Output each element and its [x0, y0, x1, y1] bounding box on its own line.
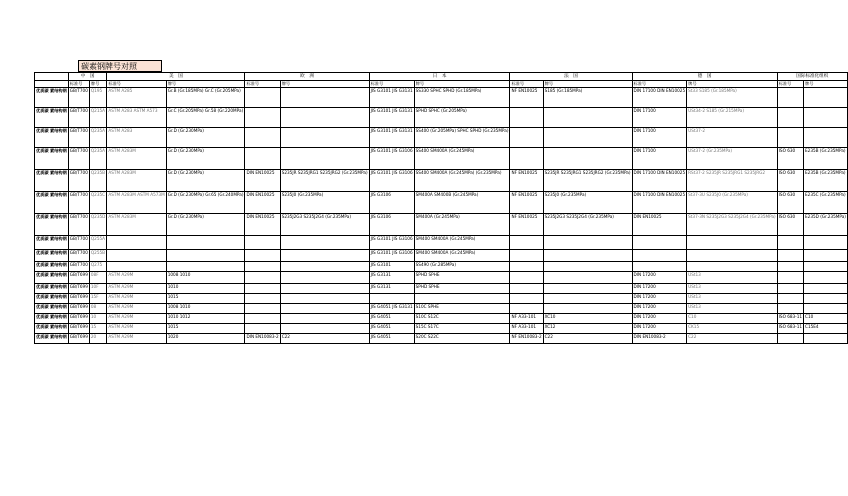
us-grade-cell: Gr.D (Gr.230MPa)	[166, 214, 245, 236]
de-grade-cell	[687, 250, 778, 262]
cn-std-cell: GB/T700	[68, 128, 89, 148]
category-cell: 优质碳 素结构钢	[35, 250, 69, 262]
table-row	[35, 262, 848, 272]
cn-grade-cell: Q255B	[89, 250, 107, 262]
cn-std-cell: GB/T700	[68, 262, 89, 272]
iso-grade-cell	[804, 128, 848, 148]
cn-grade-cell: Q275	[89, 262, 107, 272]
us-grade-cell: 1008 1010	[166, 304, 245, 314]
header-std: 标准号	[369, 81, 414, 88]
cn-grade-cell: Q235A	[89, 148, 107, 170]
jp-grade-cell: S15C S17C	[414, 324, 510, 334]
us-std-cell: ASTM A283M	[107, 170, 166, 192]
iso-grade-cell	[804, 108, 848, 128]
table-row	[35, 170, 848, 192]
jp-grade-cell: SPHD SPHE	[414, 272, 510, 284]
de-grade-cell: CK15	[687, 324, 778, 334]
de-std-cell: DIN 17100 DIN EN10025	[632, 192, 687, 214]
header-blank	[35, 81, 69, 88]
fr-std-cell	[510, 128, 543, 148]
us-std-cell: ASTM A283 ASTM A573	[107, 108, 166, 128]
eu-grade-cell	[280, 108, 369, 128]
us-grade-cell: 1010 1012	[166, 314, 245, 324]
iso-std-cell	[777, 262, 803, 272]
cn-grade-cell: 08F	[89, 272, 107, 284]
cn-grade-cell: Q235B	[89, 170, 107, 192]
table-row	[35, 88, 848, 108]
header-grade: 牌号	[543, 81, 632, 88]
us-grade-cell	[166, 262, 245, 272]
fr-grade-cell: S235JR S235JRG1 S235JRG2 (Gr.235MPa)	[543, 170, 632, 192]
de-std-cell: DIN EN10025	[632, 214, 687, 236]
eu-std-cell: DIN EN10025	[245, 192, 280, 214]
iso-std-cell: ISO 630	[777, 148, 803, 170]
jp-grade-cell: S10C S12C	[414, 314, 510, 324]
fr-grade-cell	[543, 284, 632, 294]
jp-std-cell: JIS G3101 JIS G3131	[369, 88, 414, 108]
iso-grade-cell	[804, 294, 848, 304]
iso-std-cell: ISO 630	[777, 214, 803, 236]
iso-std-cell	[777, 284, 803, 294]
us-grade-cell	[166, 250, 245, 262]
eu-std-cell	[245, 284, 280, 294]
us-std-cell: ASTM A29M	[107, 284, 166, 294]
de-std-cell: DIN 17200	[632, 294, 687, 304]
iso-grade-cell	[804, 250, 848, 262]
us-grade-cell: 1020	[166, 334, 245, 344]
jp-std-cell: JIS G3101 JIS G3131	[369, 128, 414, 148]
de-grade-cell	[687, 262, 778, 272]
cn-grade-cell: 20	[89, 334, 107, 344]
iso-std-cell	[777, 128, 803, 148]
fr-grade-cell	[543, 108, 632, 128]
jp-std-cell: JIS G3106	[369, 214, 414, 236]
jp-std-cell: JIS G3101 JIS G3106	[369, 170, 414, 192]
eu-std-cell	[245, 128, 280, 148]
fr-grade-cell	[543, 262, 632, 272]
header-std: 标准号	[777, 81, 803, 88]
table-row	[35, 214, 848, 236]
header-region-germany: 德 国	[632, 73, 777, 81]
iso-grade-cell: C15E4	[804, 324, 848, 334]
de-std-cell: DIN 17100 DIN EN10025	[632, 88, 687, 108]
fr-std-cell	[510, 284, 543, 294]
cn-grade-cell: Q235D	[89, 214, 107, 236]
us-std-cell: ASTM A29M	[107, 272, 166, 284]
de-std-cell: DIN 17100	[632, 148, 687, 170]
table-row	[35, 148, 848, 170]
header-region-usa: 美 国	[107, 73, 245, 81]
jp-grade-cell: SPHD SPHE	[414, 284, 510, 294]
jp-std-cell: JIS G3101 JIS G3106	[369, 148, 414, 170]
iso-std-cell: ISO 683-11	[777, 324, 803, 334]
de-grade-cell: USt13	[687, 272, 778, 284]
fr-std-cell	[510, 294, 543, 304]
us-std-cell: ASTM A29M	[107, 304, 166, 314]
fr-grade-cell	[543, 148, 632, 170]
de-grade-cell: C22	[687, 334, 778, 344]
fr-std-cell: NF EN10025	[510, 88, 543, 108]
de-grade-cell: St37-3U S235J0 (Gr.235MPa)	[687, 192, 778, 214]
header-std: 标准号	[107, 81, 166, 88]
jp-std-cell: JIS G3131	[369, 272, 414, 284]
category-cell: 优质碳 素结构钢	[35, 236, 69, 250]
steel-grade-table	[34, 72, 848, 344]
table-row	[35, 304, 848, 314]
fr-grade-cell	[543, 272, 632, 284]
fr-grade-cell	[543, 236, 632, 250]
cn-std-cell: GB/T700	[68, 88, 89, 108]
us-std-cell: ASTM A29M	[107, 324, 166, 334]
us-std-cell: ASTM A283	[107, 128, 166, 148]
jp-std-cell: JIS G4051	[369, 314, 414, 324]
iso-std-cell	[777, 294, 803, 304]
de-grade-cell: C10	[687, 314, 778, 324]
iso-grade-cell: E235B (Gr.235MPa)	[804, 148, 848, 170]
table-row	[35, 192, 848, 214]
fr-grade-cell: S235J0 (Gr.235MPa)	[543, 192, 632, 214]
us-std-cell	[107, 262, 166, 272]
table-row	[35, 294, 848, 304]
table-row	[35, 284, 848, 294]
category-cell: 优质碳 素结构钢	[35, 324, 69, 334]
iso-grade-cell	[804, 88, 848, 108]
fr-std-cell: NF A33-101	[510, 324, 543, 334]
header-std: 标准号	[632, 81, 687, 88]
category-cell: 优质碳 素结构钢	[35, 262, 69, 272]
us-std-cell: ASTM A29M	[107, 294, 166, 304]
table-row	[35, 108, 848, 128]
cn-std-cell: GB/T699	[68, 314, 89, 324]
eu-std-cell	[245, 250, 280, 262]
fr-std-cell	[510, 148, 543, 170]
fr-grade-cell: S235J2G3 S235J2G4 (Gr.235MPa)	[543, 214, 632, 236]
header-grade: 牌号	[804, 81, 848, 88]
us-std-cell: ASTM A283M ASTM A573M	[107, 192, 166, 214]
eu-std-cell	[245, 108, 280, 128]
jp-grade-cell: SM400 SM400A (Gr.245MPa)	[414, 250, 510, 262]
jp-std-cell: JIS G4051	[369, 324, 414, 334]
de-std-cell: DIN 17200	[632, 314, 687, 324]
cn-std-cell: GB/T700	[68, 214, 89, 236]
us-std-cell: ASTM A285	[107, 88, 166, 108]
fr-std-cell	[510, 272, 543, 284]
header-blank	[35, 73, 69, 81]
jp-std-cell: JIS G3101	[369, 262, 414, 272]
eu-grade-cell	[280, 284, 369, 294]
jp-grade-cell: SM400A (Gr.245MPa)	[414, 214, 510, 236]
cn-std-cell: GB/T699	[68, 294, 89, 304]
de-std-cell: DIN 17200	[632, 284, 687, 294]
eu-grade-cell: C22	[280, 334, 369, 344]
cn-std-cell: GB/T700	[68, 170, 89, 192]
eu-std-cell	[245, 272, 280, 284]
iso-grade-cell: E235C (Gr.235MPa)	[804, 192, 848, 214]
us-grade-cell: Gr.C (Gr.205MPa) Gr.58 (Gr.220MPa)	[166, 108, 245, 128]
us-grade-cell: 1015	[166, 294, 245, 304]
fr-grade-cell: C22	[543, 334, 632, 344]
iso-grade-cell	[804, 334, 848, 344]
cn-grade-cell: 15F	[89, 294, 107, 304]
jp-grade-cell: SS400 SM400A (Gr.245MPa) (Gr.235MPa)	[414, 170, 510, 192]
fr-std-cell	[510, 108, 543, 128]
eu-grade-cell	[280, 314, 369, 324]
category-cell: 优质碳 素结构钢	[35, 334, 69, 344]
de-std-cell	[632, 236, 687, 250]
de-std-cell	[632, 262, 687, 272]
fr-grade-cell: XC10	[543, 314, 632, 324]
us-std-cell	[107, 250, 166, 262]
us-grade-cell: 1008 1010	[166, 272, 245, 284]
eu-grade-cell	[280, 262, 369, 272]
us-grade-cell: Gr.D (Gr.230MPa)	[166, 148, 245, 170]
us-std-cell: ASTM A283M	[107, 148, 166, 170]
eu-grade-cell	[280, 324, 369, 334]
fr-std-cell: NF A33-101	[510, 314, 543, 324]
eu-grade-cell	[280, 148, 369, 170]
eu-grade-cell	[280, 236, 369, 250]
de-grade-cell: RSt37-2 S235JR S235JRG1 S235JRG2	[687, 170, 778, 192]
iso-grade-cell	[804, 236, 848, 250]
de-std-cell: DIN 17100	[632, 128, 687, 148]
cn-grade-cell: 08	[89, 304, 107, 314]
category-cell: 优质碳 素结构钢	[35, 148, 69, 170]
jp-grade-cell: SM400 SM400A (Gr.245MPa)	[414, 236, 510, 250]
category-cell: 优质碳 素结构钢	[35, 128, 69, 148]
jp-std-cell: JIS G3101 JIS G3131	[369, 108, 414, 128]
fr-std-cell: NF EN10025	[510, 170, 543, 192]
eu-grade-cell: S235JR S235JRG1 S235JRG2 (Gr.235MPa)	[280, 170, 369, 192]
eu-std-cell: DIN EN10025	[245, 170, 280, 192]
cn-grade-cell: 10F	[89, 284, 107, 294]
jp-std-cell: JIS G3106	[369, 192, 414, 214]
category-cell: 优质碳 素结构钢	[35, 294, 69, 304]
cn-std-cell: GB/T700	[68, 108, 89, 128]
fr-grade-cell: XC12	[543, 324, 632, 334]
jp-std-cell: JIS G3131	[369, 284, 414, 294]
header-grade: 牌号	[414, 81, 510, 88]
cn-grade-cell: Q235C	[89, 192, 107, 214]
category-cell: 优质碳 素结构钢	[35, 272, 69, 284]
iso-std-cell	[777, 108, 803, 128]
jp-std-cell	[369, 294, 414, 304]
jp-std-cell: JIS G4051	[369, 334, 414, 344]
us-std-cell	[107, 236, 166, 250]
eu-grade-cell	[280, 88, 369, 108]
eu-grade-cell	[280, 272, 369, 284]
de-grade-cell	[687, 236, 778, 250]
us-grade-cell: Gr.D (Gr.230MPa)	[166, 128, 245, 148]
iso-std-cell	[777, 236, 803, 250]
iso-std-cell	[777, 88, 803, 108]
iso-grade-cell: E235D (Gr.235MPa)	[804, 214, 848, 236]
iso-grade-cell	[804, 262, 848, 272]
cn-grade-cell: 15	[89, 324, 107, 334]
jp-grade-cell: S10C SPHE	[414, 304, 510, 314]
us-grade-cell	[166, 236, 245, 250]
cn-std-cell: GB/T700	[68, 250, 89, 262]
de-std-cell	[632, 250, 687, 262]
eu-std-cell: DIN EN10083-2	[245, 334, 280, 344]
category-cell: 优质碳 素结构钢	[35, 314, 69, 324]
iso-grade-cell	[804, 304, 848, 314]
category-cell: 优质碳 素结构钢	[35, 88, 69, 108]
fr-grade-cell	[543, 128, 632, 148]
jp-grade-cell: SPHD SPHC (Gr.205MPa)	[414, 108, 510, 128]
fr-grade-cell	[543, 294, 632, 304]
fr-std-cell	[510, 250, 543, 262]
eu-std-cell	[245, 304, 280, 314]
fr-std-cell	[510, 304, 543, 314]
de-grade-cell: USt13	[687, 284, 778, 294]
fr-grade-cell	[543, 250, 632, 262]
cn-std-cell: GB/T699	[68, 272, 89, 284]
cn-grade-cell: Q235A	[89, 128, 107, 148]
category-cell: 优质碳 素结构钢	[35, 170, 69, 192]
eu-std-cell	[245, 148, 280, 170]
de-grade-cell: USt37-2 (Gr.235MPa)	[687, 148, 778, 170]
us-std-cell: ASTM A29M	[107, 314, 166, 324]
eu-std-cell	[245, 262, 280, 272]
us-std-cell: ASTM A283M	[107, 214, 166, 236]
eu-grade-cell	[280, 294, 369, 304]
cn-std-cell: GB/T699	[68, 304, 89, 314]
header-region-iso: 国际标准化组织	[777, 73, 847, 81]
jp-grade-cell: S20C S22C	[414, 334, 510, 344]
us-grade-cell: 1015	[166, 324, 245, 334]
cn-std-cell: GB/T699	[68, 284, 89, 294]
cn-std-cell: GB/T699	[68, 334, 89, 344]
de-grade-cell: USt37-2	[687, 128, 778, 148]
cn-std-cell: GB/T699	[68, 324, 89, 334]
iso-std-cell	[777, 304, 803, 314]
iso-std-cell: ISO 630	[777, 192, 803, 214]
us-grade-cell: Gr.D (Gr.230MPa) Gr.65 (Gr.240MPa)	[166, 192, 245, 214]
jp-grade-cell: SS400 SM400A (Gr.245MPa)	[414, 148, 510, 170]
eu-std-cell	[245, 236, 280, 250]
category-cell: 优质碳 素结构钢	[35, 108, 69, 128]
table-row	[35, 334, 848, 344]
eu-grade-cell: S235J0 (Gr.235MPa)	[280, 192, 369, 214]
header-grade: 牌号	[280, 81, 369, 88]
eu-std-cell	[245, 314, 280, 324]
eu-std-cell	[245, 88, 280, 108]
jp-grade-cell: SS330 SPHC SPHD (Gr.185MPa)	[414, 88, 510, 108]
iso-std-cell	[777, 334, 803, 344]
de-std-cell: DIN 17100	[632, 108, 687, 128]
header-region-france: 法 国	[510, 73, 632, 81]
header-region-japan: 日 本	[369, 73, 510, 81]
cn-grade-cell: 10	[89, 314, 107, 324]
jp-grade-cell	[414, 294, 510, 304]
header-region-china: 中 国	[68, 73, 107, 81]
header-std: 标准号	[510, 81, 543, 88]
us-std-cell: ASTM A29M	[107, 334, 166, 344]
header-std: 标准号	[245, 81, 280, 88]
de-std-cell: DIN EN10083-2	[632, 334, 687, 344]
fr-std-cell	[510, 262, 543, 272]
cn-grade-cell: Q255A	[89, 236, 107, 250]
iso-grade-cell	[804, 272, 848, 284]
jp-std-cell: JIS G3101 JIS G3106	[369, 236, 414, 250]
de-grade-cell: USt34-2 S185 (Gr.215MPa)	[687, 108, 778, 128]
cn-std-cell: GB/T700	[68, 148, 89, 170]
fr-std-cell: NF EN10083-2	[510, 334, 543, 344]
fr-std-cell: NF EN10025	[510, 214, 543, 236]
de-grade-cell: St33 S185 (Gr.185MPa)	[687, 88, 778, 108]
table-row	[35, 314, 848, 324]
de-std-cell: DIN 17200	[632, 272, 687, 284]
jp-grade-cell: SS490 (Gr.285MPa)	[414, 262, 510, 272]
eu-grade-cell: S235J2G3 S235J2G4 (Gr.235MPa)	[280, 214, 369, 236]
cn-grade-cell: Q195	[89, 88, 107, 108]
iso-grade-cell: E235B (Gr.235MPa)	[804, 170, 848, 192]
de-grade-cell: USt13	[687, 304, 778, 314]
header-region-europe: 欧 洲	[245, 73, 369, 81]
iso-std-cell	[777, 272, 803, 284]
header-sub-row	[35, 81, 848, 88]
eu-std-cell: DIN EN10025	[245, 214, 280, 236]
header-grade: 牌号	[166, 81, 245, 88]
table-row	[35, 128, 848, 148]
iso-std-cell: ISO 683-11	[777, 314, 803, 324]
iso-grade-cell: C10	[804, 314, 848, 324]
de-grade-cell: USt13	[687, 294, 778, 304]
cn-std-cell: GB/T700	[68, 192, 89, 214]
header-grade: 牌号	[89, 81, 107, 88]
table-row	[35, 272, 848, 284]
header-std: 标准号	[68, 81, 89, 88]
cn-grade-cell: Q215A	[89, 108, 107, 128]
table-row	[35, 324, 848, 334]
category-cell: 优质碳 素结构钢	[35, 304, 69, 314]
category-cell: 优质碳 素结构钢	[35, 192, 69, 214]
fr-grade-cell	[543, 304, 632, 314]
eu-std-cell	[245, 324, 280, 334]
jp-grade-cell: SS400 (Gr.205MPa) SPHC SPHD (Gr.235MPa)	[414, 128, 510, 148]
jp-std-cell: JIS G3101 JIS G3106	[369, 250, 414, 262]
fr-std-cell	[510, 236, 543, 250]
de-grade-cell: St37-3N S235J2G3 S235J2G4 (Gr.235MPa)	[687, 214, 778, 236]
fr-std-cell: NF EN10025	[510, 192, 543, 214]
category-cell: 优质碳 素结构钢	[35, 214, 69, 236]
table-row	[35, 250, 848, 262]
de-std-cell: DIN 17100 DIN EN10025	[632, 170, 687, 192]
header-grade: 牌号	[687, 81, 778, 88]
eu-grade-cell	[280, 304, 369, 314]
de-std-cell: DIN 17200	[632, 324, 687, 334]
category-cell: 优质碳 素结构钢	[35, 284, 69, 294]
us-grade-cell: Gr.D (Gr.230MPa)	[166, 170, 245, 192]
sheet-title: 碳素钢牌号对照	[78, 60, 162, 72]
eu-grade-cell	[280, 128, 369, 148]
jp-grade-cell: SM400A SM400B (Gr.245MPa)	[414, 192, 510, 214]
us-grade-cell: 1010	[166, 284, 245, 294]
de-std-cell: DIN 17200	[632, 304, 687, 314]
fr-grade-cell: S185 (Gr.185MPa)	[543, 88, 632, 108]
jp-std-cell: JIS G4051 JIS G3131	[369, 304, 414, 314]
us-grade-cell: Gr.B (Gr.185MPa) Gr.C (Gr.205MPa)	[166, 88, 245, 108]
table-row	[35, 236, 848, 250]
cn-std-cell: GB/T700	[68, 236, 89, 250]
eu-grade-cell	[280, 250, 369, 262]
iso-grade-cell	[804, 284, 848, 294]
header-region-row	[35, 73, 848, 81]
eu-std-cell	[245, 294, 280, 304]
iso-std-cell: ISO 630	[777, 170, 803, 192]
iso-std-cell	[777, 250, 803, 262]
